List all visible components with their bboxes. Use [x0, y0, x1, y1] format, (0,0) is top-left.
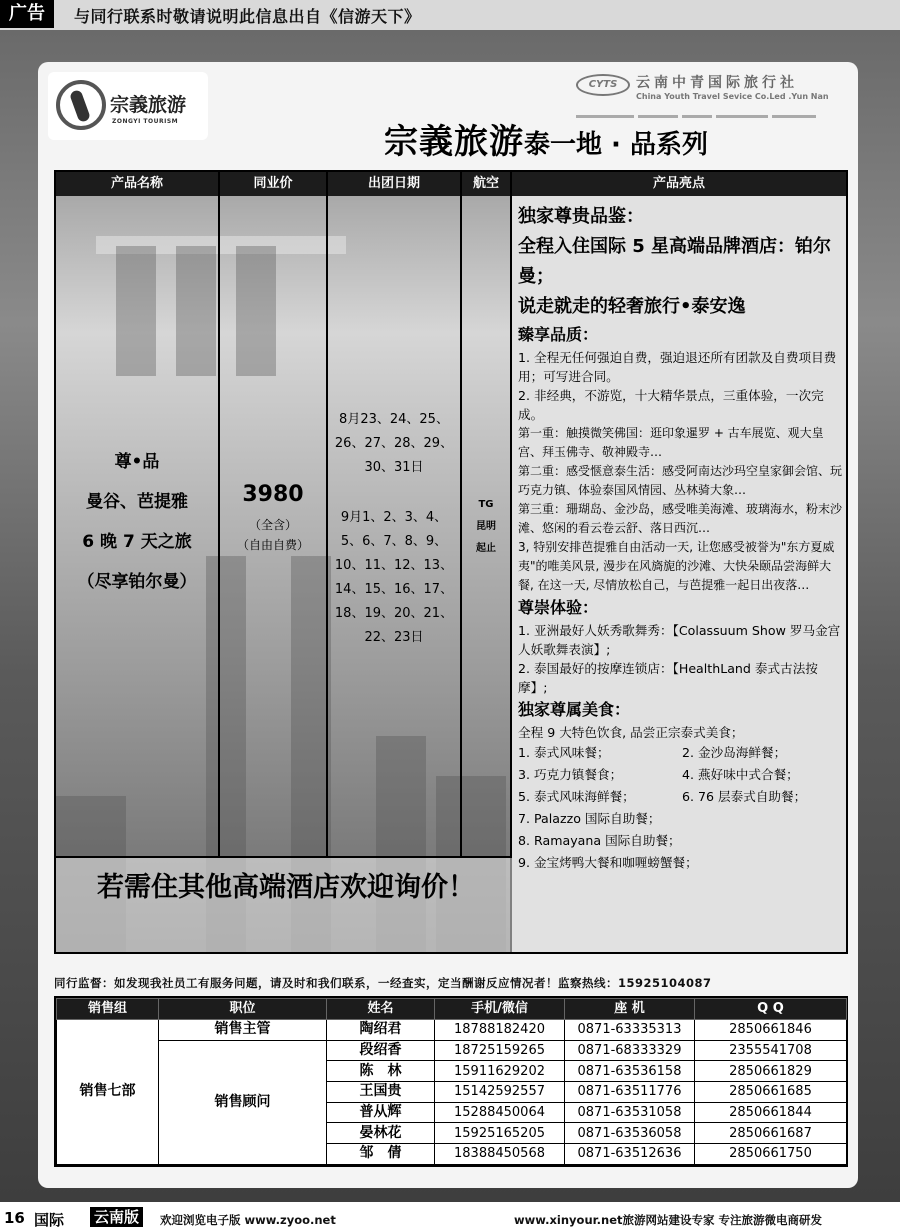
table-row — [57, 1020, 847, 1041]
staff-qq: 2850661685 — [695, 1082, 847, 1103]
staff-mobile: 18388450568 — [435, 1144, 565, 1165]
meal-item: 1. 泰式风味餐； — [518, 745, 610, 760]
page-footer — [0, 1202, 900, 1230]
edition-badge: 云南版 — [90, 1207, 143, 1227]
staff-name: 陈 林 — [327, 1061, 435, 1082]
col-role: 职位 — [159, 999, 327, 1020]
product-name — [56, 442, 218, 602]
page-number: 16 — [4, 1209, 25, 1227]
col-group: 销售组 — [57, 999, 159, 1020]
highlight-item: 第三重：珊瑚岛、金沙岛，感受唯美海滩、玻璃海水，粉末沙滩、悠闲的看云卷云舒、落日西沉… — [518, 502, 843, 535]
col-price: 同业价 — [253, 176, 293, 191]
contact-table — [54, 996, 848, 1167]
date-line: 26、27、28、29、 — [334, 436, 454, 451]
date-line: 10、11、12、13、 — [334, 558, 454, 573]
col-mobile: 手机/微信 — [435, 999, 565, 1020]
staff-phone: 0871-63531058 — [565, 1102, 695, 1123]
logo-en: ZONGYI TOURISM — [112, 118, 179, 125]
meal-item: 6. 76 层泰式自助餐； — [682, 789, 807, 804]
highlight-heading: 独家尊属美食： — [518, 700, 631, 719]
date-line: 5、6、7、8、9、 — [340, 534, 448, 549]
staff-mobile: 18725159265 — [435, 1040, 565, 1061]
staff-name: 邹 倩 — [327, 1144, 435, 1165]
col-airline: 航空 — [472, 176, 499, 191]
product-name-line: 6 晚 7 天之旅 — [82, 532, 192, 552]
meal-intro: 全程 9 大特色饮食, 品尝正宗泰式美食； — [518, 725, 744, 740]
highlight-heading: 臻享品质： — [518, 325, 599, 344]
staff-name: 普从辉 — [327, 1102, 435, 1123]
product-name-line: 曼谷、芭提雅 — [86, 492, 188, 512]
more-hotels-text: 若需住其他高端酒店欢迎询价！ — [97, 872, 475, 903]
header-bar — [0, 0, 900, 30]
staff-phone: 0871-63512636 — [565, 1144, 695, 1165]
price-note: （全含） — [248, 518, 297, 532]
meal-row — [518, 786, 846, 808]
airline-note: 起止 — [476, 543, 496, 554]
staff-mobile: 15142592557 — [435, 1082, 565, 1103]
meal-item: 8. Ramayana 国际自助餐； — [518, 833, 681, 848]
highlight-heading: 尊崇体验： — [518, 598, 599, 617]
col-phone: 座 机 — [565, 999, 695, 1020]
staff-mobile: 15288450064 — [435, 1102, 565, 1123]
date-line: 18、19、20、21、 — [334, 606, 454, 621]
meal-item: 3. 巧克力镇餐食； — [518, 767, 623, 782]
agency-name-en: China Youth Travel Sevice Co.Led .Yun Nan — [636, 92, 829, 101]
footer-left-text: 欢迎浏览电子版 www.zyoo.net — [160, 1213, 336, 1227]
meal-item: 9. 金宝烤鸭大餐和咖喱螃蟹餐； — [518, 855, 698, 870]
price-note: （自由自费） — [236, 538, 309, 552]
header-slogan: 与同行联系时敬请说明此信息出自《信游天下》 — [74, 7, 421, 26]
highlight-hotel: 全程入住国际 5 星高端品牌酒店：铂尔曼； — [518, 236, 832, 287]
date-line: 22、23日 — [364, 630, 424, 645]
staff-name: 晏林花 — [327, 1123, 435, 1144]
role-consultant: 销售顾问 — [159, 1040, 327, 1164]
staff-phone: 0871-63511776 — [565, 1082, 695, 1103]
price — [220, 482, 326, 555]
zongyi-logo — [48, 72, 208, 140]
staff-phone: 0871-63536158 — [565, 1061, 695, 1082]
logo-cn: 宗義旅游 — [110, 94, 187, 116]
col-highlights: 产品亮点 — [652, 176, 705, 191]
highlight-heading: 说走就走的轻奢旅行•泰安逸 — [518, 296, 746, 317]
product-table — [54, 170, 848, 954]
product-highlights — [518, 202, 846, 874]
meal-item: 2. 金沙岛海鲜餐； — [682, 745, 787, 760]
col-name: 姓名 — [327, 999, 435, 1020]
agency-name: 云南中青国际旅行社 — [636, 75, 798, 91]
col-dates: 出团日期 — [367, 176, 420, 191]
page-title — [384, 114, 708, 163]
sales-group: 销售七部 — [57, 1020, 159, 1165]
footprint-logo-icon — [56, 80, 106, 130]
staff-phone: 0871-63536058 — [565, 1123, 695, 1144]
highlight-item: 2. 泰国最好的按摩连锁店：【HealthLand 泰式古法按摩】; — [518, 661, 818, 695]
airline-code: TG — [478, 499, 494, 510]
staff-phone: 0871-68333329 — [565, 1040, 695, 1061]
staff-qq: 2850661750 — [695, 1144, 847, 1165]
title-series: 泰一地 · 品系列 — [524, 130, 708, 160]
highlight-item: 1. 亚洲最好人妖秀歌舞秀：【Colassuum Show 罗马金宫人妖歌舞表演】; — [518, 623, 841, 657]
highlight-item: 第一重：触摸微笑佛国：逛印象暹罗 + 古车展览、观大皇宫、拜玉佛寺、敬神殿寺… — [518, 426, 824, 459]
highlight-item: 2. 非经典，不游览，十大精华景点，三重体验，一次完成。 — [518, 388, 824, 422]
col-product-name: 产品名称 — [110, 176, 163, 191]
date-line: 8月23、24、25、 — [339, 412, 449, 427]
contact-table-header — [57, 999, 847, 1020]
price-value: 3980 — [242, 482, 304, 507]
airline — [462, 494, 510, 560]
date-line: 9月1、2、3、4、 — [340, 510, 448, 525]
meal-row — [518, 742, 846, 764]
supervision-notice: 同行监督：如发现我社员工有服务问题，请及时和我们联系，一经查实，定当酬谢反应情况者！监察热线：15925104087 — [54, 976, 712, 990]
title-brand: 宗義旅游 — [384, 122, 524, 162]
staff-qq: 2850661829 — [695, 1061, 847, 1082]
highlight-item: 1. 全程无任何强迫自费，强迫退还所有团款及自费项目费用；可写进合同。 — [518, 350, 837, 384]
cyts-logo-icon: CYTS — [576, 74, 630, 96]
date-line: 30、31日 — [364, 460, 424, 475]
staff-qq: 2850661844 — [695, 1102, 847, 1123]
ad-tag: 广告 — [0, 0, 54, 28]
table-row — [57, 1040, 847, 1061]
airline-city: 昆明 — [476, 521, 496, 532]
meal-item: 5. 泰式风味海鲜餐； — [518, 789, 635, 804]
staff-name: 段绍香 — [327, 1040, 435, 1061]
product-table-header — [56, 172, 846, 196]
staff-qq: 2850661687 — [695, 1123, 847, 1144]
staff-qq: 2850661846 — [695, 1020, 847, 1041]
staff-mobile: 15925165205 — [435, 1123, 565, 1144]
more-hotels-banner — [56, 856, 512, 954]
col-qq: Q Q — [695, 999, 847, 1020]
meal-row — [518, 764, 846, 786]
highlight-heading: 独家尊贵品鉴： — [518, 206, 644, 227]
footer-right-text: www.xinyour.net旅游网站建设专家 专注旅游微电商研发 — [514, 1213, 823, 1227]
product-name-line: （尽享铂尔曼） — [77, 572, 197, 592]
highlight-item: 第二重：感受惬意泰生活：感受阿南达沙玛空皇家御会馆、玩巧克力镇、体验泰国风情园、丛林骑大象… — [518, 464, 843, 497]
staff-mobile: 18788182420 — [435, 1020, 565, 1041]
departure-dates — [328, 408, 460, 650]
staff-name: 陶绍君 — [327, 1020, 435, 1041]
meal-item: 4. 燕好味中式合餐； — [682, 767, 799, 782]
highlight-item: 3, 特别安排芭提雅自由活动一天, 让您感受被誉为"东方夏威夷"的唯美风景, 漫步在风旖旎的沙滩、大快朵颐品尝海鲜大餐, 在这一天, 尽情放松自己，与芭提雅一起日出夜落… — [518, 540, 835, 592]
section-name: 国际 — [34, 1211, 65, 1229]
date-line: 14、15、16、17、 — [334, 582, 454, 597]
meal-item: 7. Palazzo 国际自助餐； — [518, 811, 661, 826]
staff-name: 王国贵 — [327, 1082, 435, 1103]
staff-phone: 0871-63335313 — [565, 1020, 695, 1041]
staff-qq: 2355541708 — [695, 1040, 847, 1061]
role-supervisor: 销售主管 — [159, 1020, 327, 1041]
product-name-line: 尊•品 — [114, 452, 160, 472]
staff-mobile: 15911629202 — [435, 1061, 565, 1082]
